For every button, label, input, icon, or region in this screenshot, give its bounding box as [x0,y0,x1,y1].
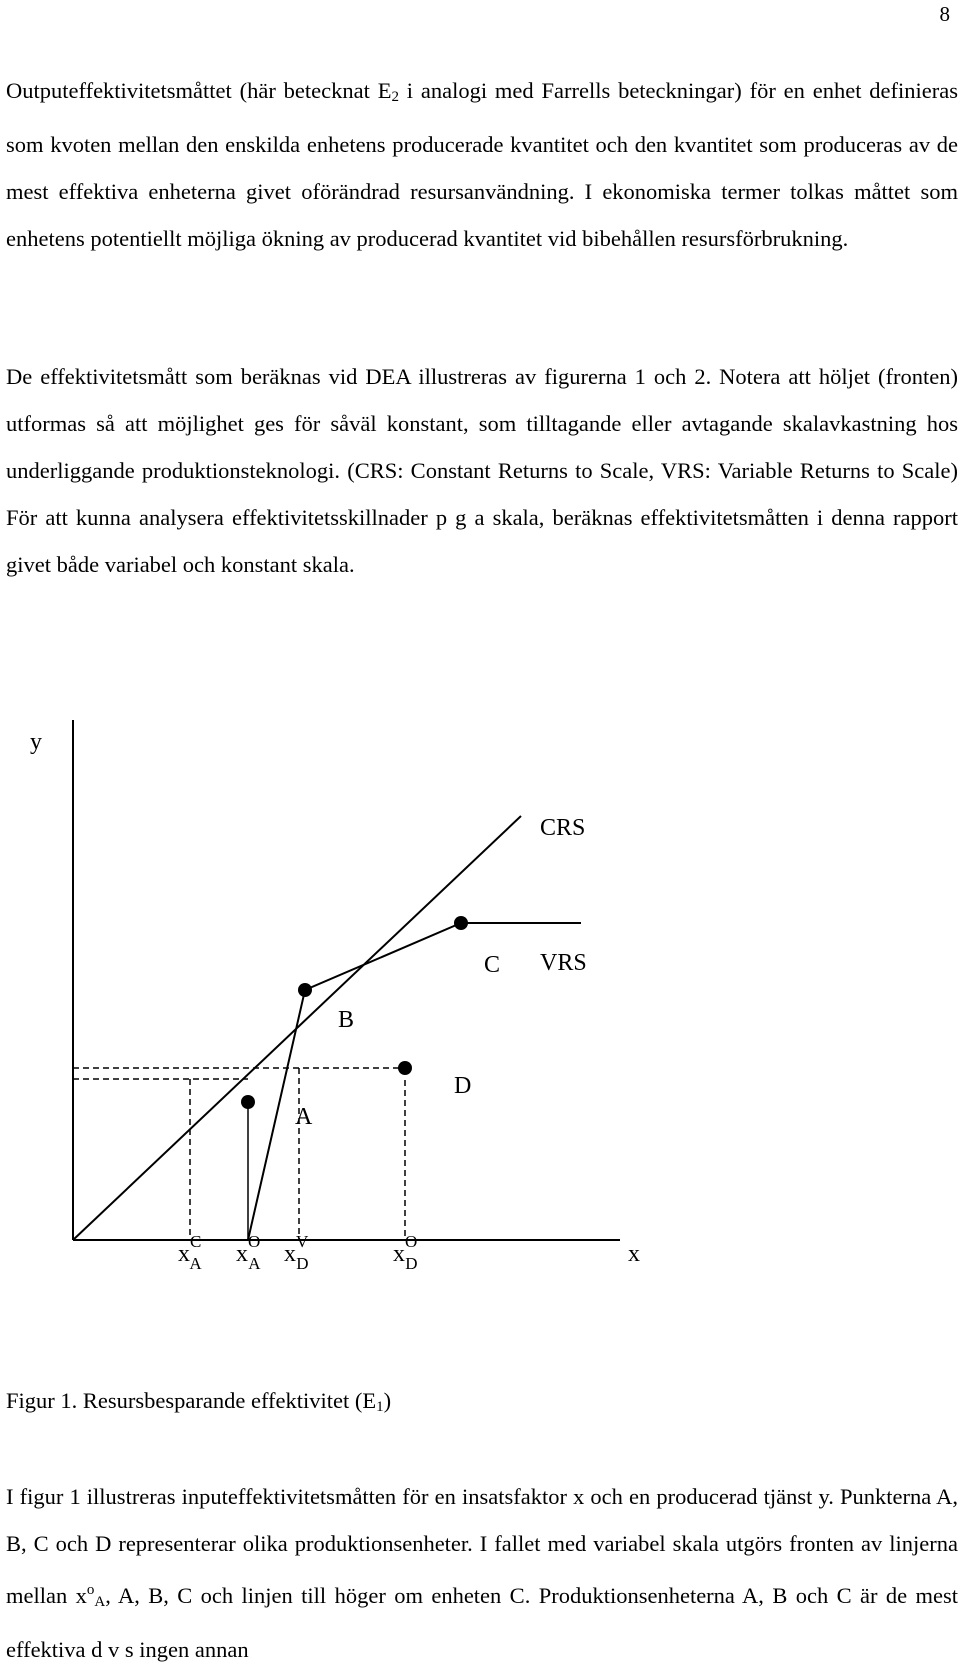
x-tick-xca-base: x [178,1241,190,1267]
point-a-label: A [295,1104,313,1130]
paragraph-figure-explanation [6,1473,958,1673]
point-d-label: D [454,1073,472,1099]
x-tick-xca [178,1232,202,1273]
caption-subscript: 1 [376,1399,384,1415]
x-tick-xvd-base: x [284,1241,296,1267]
point-d [398,1061,412,1075]
x-tick-xod-sup: O [405,1232,418,1251]
x-tick-xoa-sub: A [248,1254,261,1273]
x-tick-xvd [284,1232,309,1273]
paragraph1-text-a: Outputeffektivitetsmåttet (här betecknat E [6,78,392,103]
paragraph3-text-b: , A, B, C och linjen till höger om enheten C. Produktionsenheterna A, B och C är de mest effektiva d v s ingen annan [6,1583,958,1662]
x-axis-label: x [628,1241,640,1267]
figure-caption [6,1388,391,1416]
x-tick-xoa-base: x [236,1241,248,1267]
point-c-label: C [484,952,501,978]
page-number: 8 [939,2,950,26]
x-tick-xod-sub: D [405,1254,418,1273]
x-tick-xca-sub: A [189,1254,202,1273]
point-a [241,1095,255,1109]
paragraph-output-efficiency [6,67,958,262]
caption-text-a: Figur 1. Resursbesparande effektivitet (E [6,1388,377,1413]
y-axis-label: y [30,729,42,755]
x-tick-xoa [236,1232,261,1273]
point-b-label: B [338,1007,355,1033]
crs-label: CRS [540,815,586,841]
caption-text-b: ) [383,1388,392,1413]
x-tick-xod [393,1232,418,1273]
paragraph-dea-measures: De effektivitetsmått som beräknas vid DEA illustreras av figurerna 1 och 2. Notera att höljet (fronten) utformas så att möjlighet ges för såväl konstant, som tilltagande eller avtagande skalavkastning hos underliggande produktionsteknologi. (CRS: Constant Returns to Scale, VRS: Variable Returns to Scale) För att kunna analysera effektivitetsskillnader p g a skala, beräknas effektivitetsmåtten i denna rapport givet både variabel och konstant skala. [6,364,958,577]
x-tick-xod-base: x [393,1241,405,1267]
vrs-label: VRS [540,950,587,976]
x-tick-xca-sup: C [190,1232,202,1251]
paragraph3-subscript: A [94,1594,106,1610]
paragraph3-text-a: I figur 1 illustreras inputeffektivitetsmåtten för en insatsfaktor x och en producerad tjänst y. Punkterna A, B, C och D representerar olika produktionsenheter. I fallet med variabel skala utgörs fronten av linjerna mellan x [6,1484,958,1608]
paragraph3-superscript: o [86,1582,95,1598]
figure-1-diagram [0,720,960,1350]
paragraph1-text-b: i analogi med Farrells beteckningar) för en enhet definieras som kvoten mellan den enskilda enhetens producerade kvantitet och den kvantitet som produceras av de mest effektiva enheterna givet oförändrad resursanvändning. I ekonomiska termer tolkas måttet som enhetens potentiellt möjliga ökning av producerad kvantitet vid bibehållen resursförbrukning. [6,78,958,251]
point-b [298,983,312,997]
vrs-frontier [248,923,581,1240]
x-tick-xvd-sup: V [296,1232,309,1251]
x-tick-xoa-sup: O [248,1232,261,1251]
paragraph1-subscript: 2 [391,89,399,105]
x-tick-xvd-sub: D [296,1254,309,1273]
point-c [454,916,468,930]
